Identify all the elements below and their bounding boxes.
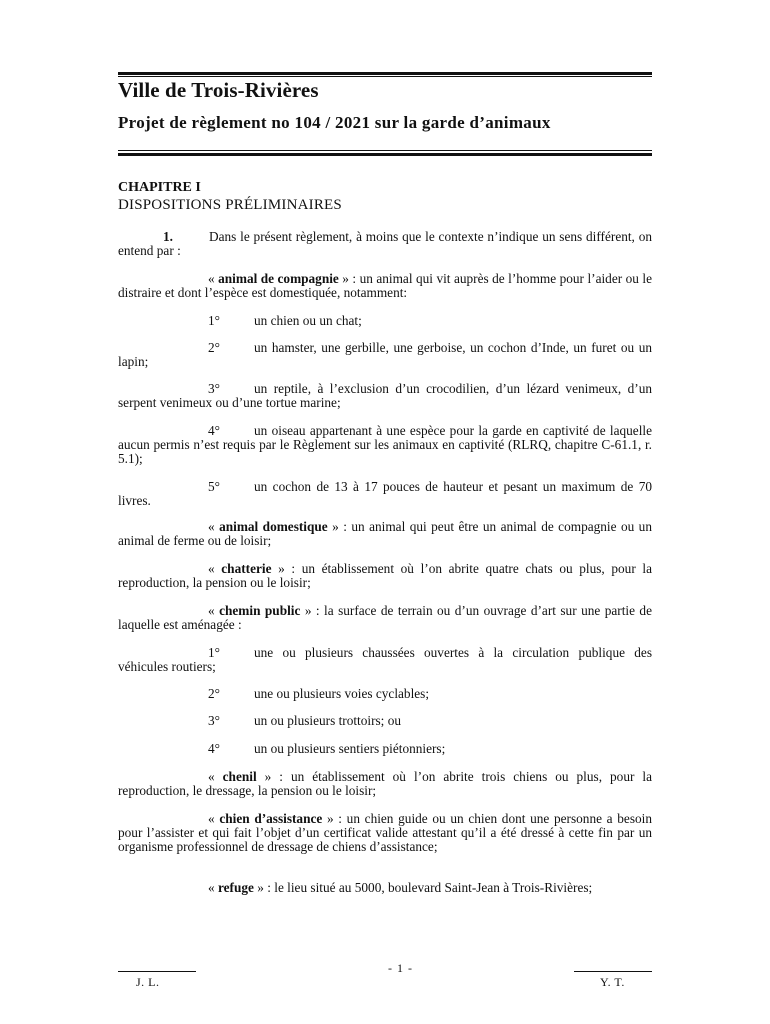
city-name: Ville de Trois-Rivières	[118, 78, 319, 102]
definition-animal-de-compagnie: « animal de compagnie » : un animal qui vit auprès de l’homme pour l’aider ou le distraire et dont l’espèce est domestiquée, notamment:	[118, 271, 652, 300]
header-rule-top-thin	[118, 76, 652, 77]
document-page	[118, 0, 652, 1024]
definition-chien-dassistance: « chien d’assistance » : un chien guide ou un chien dont une personne a besoin pour l’assister et qui fait l’objet d’un certificat valide attestant qu’il a été dressé à cette fin par un organisme professionnel de dressage de chiens d’assistance;	[118, 811, 652, 854]
definition-term: chemin public	[219, 603, 301, 618]
signature-line-right	[574, 971, 652, 972]
list-item: 2° une ou plusieurs voies cyclables;	[208, 686, 430, 701]
definition-term: refuge	[217, 880, 254, 895]
initials-right: Y. T.	[600, 975, 625, 989]
list-item: 4° un oiseau appartenant à une espèce pour la garde en captivité de laquelle aucun permis n’est requis par le Règlement sur les animaux en captivité (RLRQ, chapitre C-61.1, r. 5.1);	[118, 423, 652, 466]
definition-term: chien d’assistance	[219, 811, 323, 826]
bylaw-title: Projet de règlement no 104 / 2021 sur la garde d’animaux	[118, 113, 551, 132]
signature-line-left	[118, 971, 196, 972]
definition-term: chatterie	[221, 561, 272, 576]
definition-term: animal de compagnie	[218, 271, 339, 286]
header-rule-top	[118, 72, 652, 75]
initials-left: J. L.	[136, 975, 160, 989]
definition-term: chenil	[222, 769, 257, 784]
page-number: - 1 -	[388, 961, 413, 975]
list-item: 5° un cochon de 13 à 17 pouces de hauteur et pesant un maximum de 70 livres.	[118, 479, 652, 508]
definition-chemin-public: « chemin public » : la surface de terrain ou d’un ouvrage d’art sur une partie de laquelle est aménagée :	[118, 603, 652, 632]
chapter-title: DISPOSITIONS PRÉLIMINAIRES	[118, 197, 342, 213]
article-number: 1.	[163, 229, 173, 244]
definition-refuge: « refuge » : le lieu situé au 5000, boulevard Saint-Jean à Trois-Rivières;	[208, 880, 593, 895]
chapter-number: CHAPITRE I	[118, 180, 201, 195]
list-item: 2° un hamster, une gerbille, une gerboise, un cochon d’Inde, un furet ou un lapin;	[118, 340, 652, 369]
list-item: 3° un ou plusieurs trottoirs; ou	[208, 713, 401, 728]
article-1-intro: 1. Dans le présent règlement, à moins que le contexte n’indique un sens différent, on entend par :	[118, 229, 652, 258]
list-item: 1° un chien ou un chat;	[208, 313, 362, 328]
header-rule-bottom-thin	[118, 150, 652, 151]
list-item: 3° un reptile, à l’exclusion d’un crocodilien, d’un lézard venimeux, d’un serpent venimeux ou d’une tortue marine;	[118, 381, 652, 410]
definition-chatterie: « chatterie » : un établissement où l’on abrite quatre chats ou plus, pour la reproduction, la pension ou le loisir;	[118, 561, 652, 590]
definition-animal-domestique: « animal domestique » : un animal qui peut être un animal de compagnie ou un animal de ferme ou de loisir;	[118, 519, 652, 548]
list-item: 4° un ou plusieurs sentiers piétonniers;	[208, 741, 446, 756]
header-rule-bottom	[118, 153, 652, 156]
definition-term: animal domestique	[219, 519, 328, 534]
list-item: 1° une ou plusieurs chaussées ouvertes à la circulation publique des véhicules routiers;	[118, 645, 652, 674]
definition-chenil: « chenil » : un établissement où l’on abrite trois chiens ou plus, pour la reproduction, le dressage, la pension ou le loisir;	[118, 769, 652, 798]
